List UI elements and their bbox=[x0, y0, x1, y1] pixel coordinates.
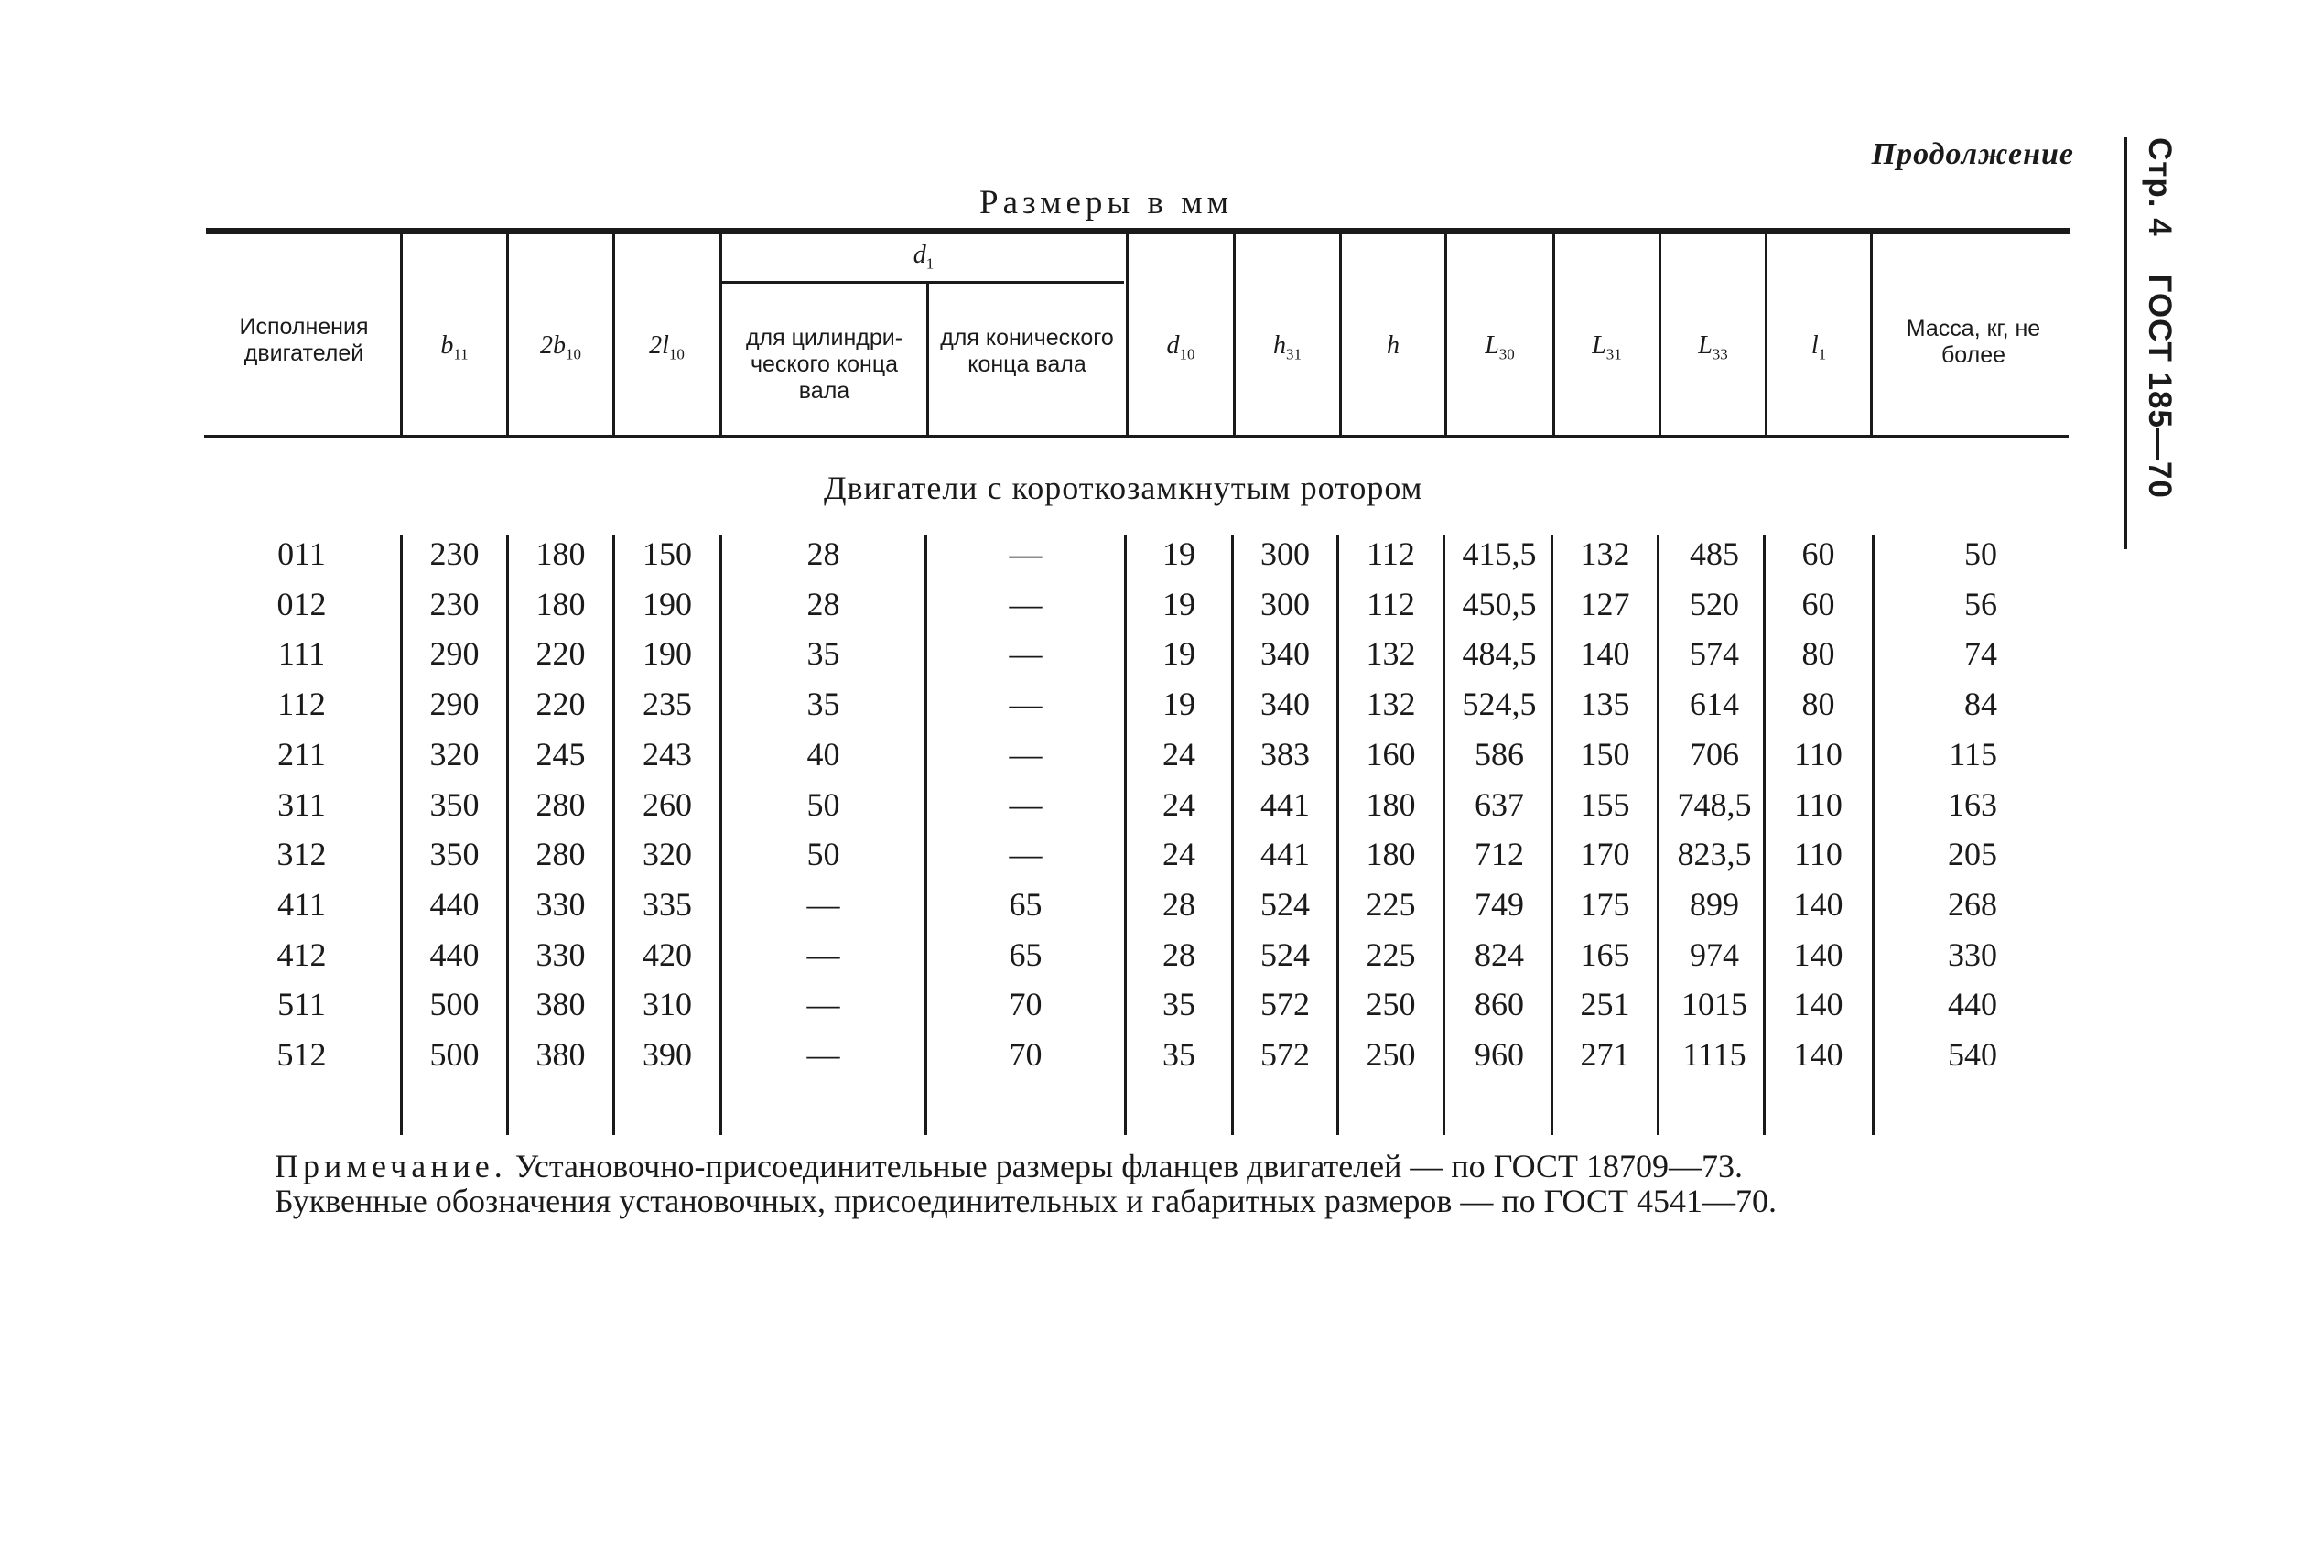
cell-l1: 140 bbox=[1793, 1036, 1843, 1073]
header-d10: $d_{10}$ bbox=[1166, 331, 1195, 363]
cell-L30: 749 bbox=[1475, 885, 1524, 923]
cell-mass: 330 bbox=[1948, 935, 1997, 973]
cell-mass: 115 bbox=[1949, 735, 1997, 773]
cell-mass: 56 bbox=[1964, 585, 1997, 622]
section-title: Двигатели с короткозамкнутым ротором bbox=[824, 470, 1423, 506]
table-row bbox=[0, 829, 2324, 879]
cell-h31: 441 bbox=[1260, 836, 1310, 873]
cell-d10: 28 bbox=[1162, 935, 1195, 973]
cell-d1-cyl: — bbox=[806, 1036, 840, 1073]
side-margin-label bbox=[2124, 137, 2191, 549]
cell-d1-con: — bbox=[1009, 735, 1043, 773]
cell-h31: 383 bbox=[1260, 735, 1310, 773]
cell-L30: 860 bbox=[1475, 986, 1524, 1023]
cell-h: 250 bbox=[1366, 986, 1416, 1023]
cell-2l10: 235 bbox=[643, 686, 692, 723]
cell-d10: 28 bbox=[1162, 885, 1195, 923]
cell-2b10: 380 bbox=[535, 986, 586, 1023]
cell-mass: 163 bbox=[1948, 785, 1997, 823]
cell-b11: 230 bbox=[429, 535, 480, 572]
cell-L33: 748,5 bbox=[1677, 785, 1752, 823]
table-row bbox=[0, 979, 2324, 1029]
cell-L33: 706 bbox=[1690, 735, 1739, 773]
header-L31: $L_{31}$ bbox=[1592, 331, 1622, 363]
cell-d10: 35 bbox=[1162, 986, 1195, 1023]
cell-execution: 512 bbox=[276, 1036, 327, 1073]
cell-execution: 112 bbox=[277, 686, 326, 723]
units-caption: Размеры в мм bbox=[979, 184, 1234, 222]
cell-d1-con: 70 bbox=[1009, 986, 1043, 1023]
cell-d1-con: — bbox=[1009, 585, 1043, 622]
header-d1: $d_1$ bbox=[913, 241, 935, 273]
cell-d1-cyl: 35 bbox=[806, 635, 840, 673]
cell-d10: 24 bbox=[1162, 836, 1195, 873]
standard-label: ГОСТ 185—70 bbox=[2142, 274, 2178, 499]
cell-L33: 1015 bbox=[1681, 986, 1747, 1023]
cell-h31: 524 bbox=[1260, 935, 1310, 973]
cell-L30: 484,5 bbox=[1462, 635, 1537, 673]
cell-mass: 440 bbox=[1948, 986, 1997, 1023]
cell-d1-con: — bbox=[1009, 836, 1043, 873]
header-l1: $l_1$ bbox=[1811, 331, 1827, 363]
cell-l1: 110 bbox=[1794, 785, 1843, 823]
cell-mass: 205 bbox=[1948, 836, 1997, 873]
cell-execution: 111 bbox=[277, 635, 326, 673]
cell-L33: 1115 bbox=[1682, 1036, 1746, 1073]
cell-2b10: 180 bbox=[535, 585, 586, 622]
table-row bbox=[0, 529, 2324, 579]
cell-L31: 165 bbox=[1580, 935, 1630, 973]
cell-L31: 135 bbox=[1580, 686, 1630, 723]
cell-d1-cyl: 28 bbox=[806, 585, 840, 622]
page-number-label: Стр. 4 bbox=[2142, 137, 2178, 237]
cell-b11: 500 bbox=[429, 1036, 480, 1073]
col-divider bbox=[1870, 234, 1873, 435]
cell-2l10: 390 bbox=[643, 1036, 692, 1073]
cell-L31: 175 bbox=[1580, 885, 1630, 923]
cell-d10: 19 bbox=[1162, 635, 1195, 673]
cell-execution: 011 bbox=[277, 535, 326, 572]
cell-d1-cyl: 28 bbox=[806, 535, 840, 572]
table-row bbox=[0, 780, 2324, 829]
note-label: Примечание. bbox=[275, 1148, 507, 1184]
header-L33: $L_{33}$ bbox=[1698, 331, 1728, 363]
d1-subcol-divider bbox=[926, 284, 929, 435]
cell-h31: 300 bbox=[1260, 535, 1310, 572]
cell-execution: 012 bbox=[276, 585, 327, 622]
cell-L33: 823,5 bbox=[1677, 836, 1752, 873]
cell-execution: 312 bbox=[276, 836, 327, 873]
continuation-label: Продолжение bbox=[1871, 137, 2074, 171]
cell-h31: 572 bbox=[1260, 986, 1310, 1023]
cell-execution: 411 bbox=[277, 885, 326, 923]
cell-l1: 80 bbox=[1801, 635, 1835, 673]
cell-d1-con: — bbox=[1009, 785, 1043, 823]
cell-l1: 110 bbox=[1794, 836, 1843, 873]
table-row bbox=[0, 1030, 2324, 1079]
header-mass: Масса, кг, не более bbox=[1906, 316, 2041, 368]
cell-execution: 211 bbox=[277, 735, 326, 773]
cell-d1-con: — bbox=[1009, 686, 1043, 723]
table-row bbox=[0, 579, 2324, 629]
header-top-rule bbox=[206, 228, 2070, 234]
header-d1-cylindrical: для цилиндри-ческого конца вала bbox=[745, 325, 903, 404]
cell-d1-cyl: — bbox=[806, 986, 840, 1023]
cell-mass: 268 bbox=[1948, 885, 1997, 923]
cell-d1-cyl: — bbox=[806, 935, 840, 973]
cell-2l10: 190 bbox=[643, 635, 692, 673]
cell-h: 132 bbox=[1366, 686, 1416, 723]
cell-l1: 60 bbox=[1801, 585, 1835, 622]
table-row bbox=[0, 679, 2324, 729]
cell-h31: 340 bbox=[1260, 686, 1310, 723]
cell-2b10: 220 bbox=[535, 635, 586, 673]
cell-L31: 132 bbox=[1580, 535, 1630, 572]
cell-2l10: 320 bbox=[643, 836, 692, 873]
cell-2l10: 243 bbox=[643, 735, 692, 773]
cell-2l10: 335 bbox=[643, 885, 692, 923]
cell-d1-cyl: 50 bbox=[806, 836, 840, 873]
cell-2l10: 420 bbox=[643, 935, 692, 973]
cell-d1-cyl: 35 bbox=[806, 686, 840, 723]
note-text-1: Установочно-присоединительные размеры фланцев двигателей — по ГОСТ 18709—73. bbox=[514, 1148, 1744, 1184]
cell-d10: 19 bbox=[1162, 535, 1195, 572]
table-note bbox=[275, 1149, 1777, 1218]
cell-L33: 974 bbox=[1690, 935, 1739, 973]
cell-h: 112 bbox=[1367, 535, 1415, 572]
cell-b11: 320 bbox=[429, 735, 480, 773]
cell-d1-con: 65 bbox=[1009, 935, 1043, 973]
cell-2b10: 280 bbox=[535, 785, 586, 823]
cell-L33: 899 bbox=[1690, 885, 1739, 923]
cell-L31: 155 bbox=[1580, 785, 1630, 823]
cell-l1: 140 bbox=[1793, 935, 1843, 973]
cell-2b10: 330 bbox=[535, 935, 586, 973]
cell-h: 225 bbox=[1366, 885, 1416, 923]
cell-L30: 415,5 bbox=[1462, 535, 1537, 572]
header-h: h bbox=[1387, 331, 1400, 360]
cell-b11: 440 bbox=[429, 885, 480, 923]
cell-d1-cyl: — bbox=[806, 885, 840, 923]
cell-d10: 24 bbox=[1162, 785, 1195, 823]
table-row bbox=[0, 880, 2324, 929]
header-2l10: $2l_{10}$ bbox=[649, 331, 685, 363]
cell-l1: 110 bbox=[1794, 735, 1843, 773]
header-d1-conical: для конического конца вала bbox=[940, 325, 1114, 377]
cell-L31: 251 bbox=[1580, 986, 1630, 1023]
cell-mass: 540 bbox=[1948, 1036, 1997, 1073]
cell-d1-con: — bbox=[1009, 535, 1043, 572]
cell-2b10: 280 bbox=[535, 836, 586, 873]
cell-h: 250 bbox=[1366, 1036, 1416, 1073]
note-line-2: Буквенные обозначения установочных, присоединительных и габаритных размеров — по ГОСТ 4541—70. bbox=[275, 1183, 1777, 1219]
cell-L30: 824 bbox=[1475, 935, 1524, 973]
cell-L33: 574 bbox=[1690, 635, 1739, 673]
cell-d10: 35 bbox=[1162, 1036, 1195, 1073]
header-execution: Исполнения двигателей bbox=[239, 314, 369, 366]
cell-L31: 271 bbox=[1580, 1036, 1630, 1073]
cell-b11: 290 bbox=[429, 635, 480, 673]
cell-2b10: 245 bbox=[535, 735, 586, 773]
cell-b11: 350 bbox=[429, 785, 480, 823]
cell-h31: 524 bbox=[1260, 885, 1310, 923]
cell-L30: 586 bbox=[1475, 735, 1524, 773]
cell-mass: 74 bbox=[1964, 635, 1997, 673]
d1-group-rule bbox=[721, 281, 1124, 284]
cell-h31: 340 bbox=[1260, 635, 1310, 673]
cell-2b10: 220 bbox=[535, 686, 586, 723]
cell-b11: 500 bbox=[429, 986, 480, 1023]
cell-b11: 440 bbox=[429, 935, 480, 973]
cell-d10: 24 bbox=[1162, 735, 1195, 773]
cell-l1: 80 bbox=[1801, 686, 1835, 723]
cell-2l10: 150 bbox=[643, 535, 692, 572]
cell-h31: 572 bbox=[1260, 1036, 1310, 1073]
cell-b11: 290 bbox=[429, 686, 480, 723]
table-row bbox=[0, 629, 2324, 678]
cell-L30: 960 bbox=[1475, 1036, 1524, 1073]
cell-h: 225 bbox=[1366, 935, 1416, 973]
cell-execution: 412 bbox=[276, 935, 327, 973]
cell-L30: 524,5 bbox=[1462, 686, 1537, 723]
cell-h: 180 bbox=[1366, 836, 1416, 873]
cell-d1-con: 70 bbox=[1009, 1036, 1043, 1073]
cell-b11: 350 bbox=[429, 836, 480, 873]
header-h31: $h_{31}$ bbox=[1273, 331, 1302, 363]
cell-2l10: 190 bbox=[643, 585, 692, 622]
cell-execution: 311 bbox=[277, 785, 326, 823]
cell-h: 132 bbox=[1366, 635, 1416, 673]
cell-execution: 511 bbox=[277, 986, 326, 1023]
table-row bbox=[0, 930, 2324, 979]
cell-d10: 19 bbox=[1162, 686, 1195, 723]
header-2b10: $2b_{10}$ bbox=[540, 331, 581, 363]
cell-L33: 485 bbox=[1690, 535, 1739, 572]
header-L30: $L_{30}$ bbox=[1485, 331, 1515, 363]
cell-2b10: 180 bbox=[535, 535, 586, 572]
cell-L31: 150 bbox=[1580, 735, 1630, 773]
cell-L33: 614 bbox=[1690, 686, 1739, 723]
cell-L30: 450,5 bbox=[1462, 585, 1537, 622]
cell-l1: 140 bbox=[1793, 986, 1843, 1023]
header-bottom-rule bbox=[204, 435, 2069, 438]
cell-2l10: 310 bbox=[643, 986, 692, 1023]
table-row bbox=[0, 730, 2324, 779]
cell-b11: 230 bbox=[429, 585, 480, 622]
header-b11: $b_{11}$ bbox=[440, 331, 469, 363]
cell-h31: 300 bbox=[1260, 585, 1310, 622]
cell-mass: 50 bbox=[1964, 535, 1997, 572]
cell-d1-con: — bbox=[1009, 635, 1043, 673]
cell-d1-con: 65 bbox=[1009, 885, 1043, 923]
cell-l1: 140 bbox=[1793, 885, 1843, 923]
note-line-1 bbox=[275, 1149, 1777, 1184]
cell-d10: 19 bbox=[1162, 585, 1195, 622]
cell-L30: 712 bbox=[1475, 836, 1524, 873]
cell-2b10: 380 bbox=[535, 1036, 586, 1073]
cell-h: 112 bbox=[1367, 585, 1415, 622]
cell-2b10: 330 bbox=[535, 885, 586, 923]
cell-h31: 441 bbox=[1260, 785, 1310, 823]
cell-h: 160 bbox=[1366, 735, 1416, 773]
cell-2l10: 260 bbox=[643, 785, 692, 823]
cell-d1-cyl: 40 bbox=[806, 735, 840, 773]
cell-L33: 520 bbox=[1690, 585, 1739, 622]
cell-L31: 170 bbox=[1580, 836, 1630, 873]
cell-L31: 140 bbox=[1580, 635, 1630, 673]
cell-L30: 637 bbox=[1475, 785, 1524, 823]
cell-mass: 84 bbox=[1964, 686, 1997, 723]
cell-d1-cyl: 50 bbox=[806, 785, 840, 823]
cell-L31: 127 bbox=[1580, 585, 1630, 622]
cell-h: 180 bbox=[1366, 785, 1416, 823]
cell-l1: 60 bbox=[1801, 535, 1835, 572]
